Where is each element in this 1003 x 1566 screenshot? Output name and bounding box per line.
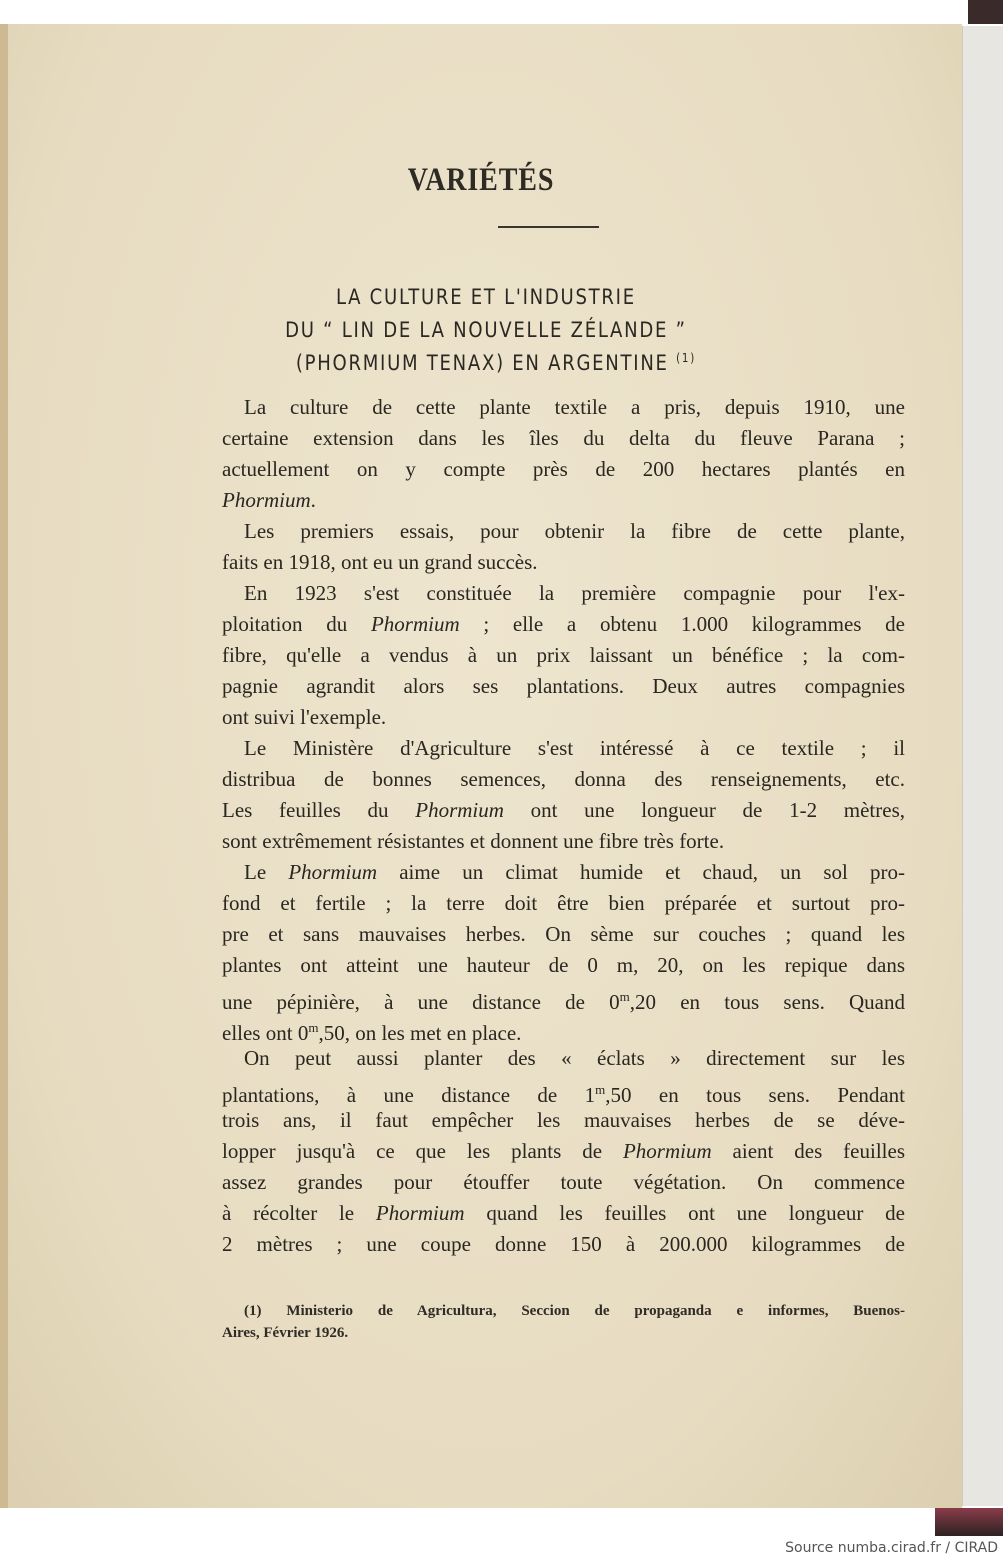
page-binding-edge bbox=[0, 24, 8, 1508]
body-line: ploitation du Phormium ; elle a obtenu 1.000 kilogrammes de bbox=[222, 612, 905, 636]
next-page-edge bbox=[962, 26, 1003, 1506]
body-line: actuellement on y compte près de 200 hectares plantés en bbox=[222, 457, 905, 481]
body-line: On peut aussi planter des « éclats » directement sur les bbox=[244, 1046, 905, 1070]
footnote bbox=[222, 1300, 905, 1344]
body-line: plantes ont atteint une hauteur de 0 m, 20, on les repique dans bbox=[222, 953, 905, 977]
section-title: VARIÉTÉS bbox=[407, 162, 555, 198]
body-line: trois ans, il faut empêcher les mauvaises herbes de se déve- bbox=[222, 1108, 905, 1132]
book-cover-corner bbox=[968, 0, 1003, 24]
footnote-ref: (1) bbox=[676, 351, 696, 365]
body-line: une pépinière, à une distance de 0$^m$,20 en tous sens. Quand bbox=[222, 989, 905, 1014]
body-line: Phormium. bbox=[222, 488, 316, 512]
body-line: Le Ministère d'Agriculture s'est intéressé à ce textile ; il bbox=[244, 736, 905, 760]
body-line: plantations, à une distance de 1$^m$,50 en tous sens. Pendant bbox=[222, 1082, 905, 1107]
body-line: pagnie agrandit alors ses plantations. Deux autres compagnies bbox=[222, 674, 905, 698]
body-line: Les premiers essais, pour obtenir la fibre de cette plante, bbox=[244, 519, 905, 543]
source-credit: Source numba.cirad.fr / CIRAD bbox=[785, 1540, 998, 1556]
article-title-line: DU “ LIN DE LA NOUVELLE ZÉLANDE ” bbox=[285, 318, 687, 342]
footnote-line: Aires, Février 1926. bbox=[222, 1325, 349, 1341]
article-title-line bbox=[10, 351, 982, 375]
body-line: sont extrêmement résistantes et donnent une fibre très forte. bbox=[222, 829, 725, 853]
body-line: ont suivi l'exemple. bbox=[222, 705, 387, 729]
body-line: fibre, qu'elle a vendus à un prix laissant un bénéfice ; la com- bbox=[222, 643, 905, 667]
article-title-line: LA CULTURE ET L'INDUSTRIE bbox=[335, 285, 636, 309]
body-line: fond et fertile ; la terre doit être bien préparée et surtout pro- bbox=[222, 891, 905, 915]
body-line: à récolter le Phormium quand les feuilles ont une longueur de bbox=[222, 1201, 905, 1225]
body-line: En 1923 s'est constituée la première compagnie pour l'ex- bbox=[244, 581, 905, 605]
article-title-text: (PHORMIUM TENAX) EN ARGENTINE bbox=[295, 351, 669, 375]
article-body bbox=[222, 392, 905, 1260]
body-line: lopper jusqu'à ce que les plants de Phormium aient des feuilles bbox=[222, 1139, 905, 1163]
body-line: distribua de bonnes semences, donna des renseignements, etc. bbox=[222, 767, 905, 791]
body-line: assez grandes pour étouffer toute végétation. On commence bbox=[222, 1170, 905, 1194]
body-line: elles ont 0$^m$,50, on les met en place. bbox=[222, 1020, 522, 1045]
footnote-line: (1) Ministerio de Agricultura, Seccion de propaganda e informes, Buenos- bbox=[244, 1303, 905, 1319]
body-line: faits en 1918, ont eu un grand succès. bbox=[222, 550, 538, 574]
title-rule bbox=[498, 226, 599, 228]
body-line: pre et sans mauvaises herbes. On sème sur couches ; quand les bbox=[222, 922, 905, 946]
body-line: certaine extension dans les îles du delta du fleuve Parana ; bbox=[222, 426, 905, 450]
body-line: Les feuilles du Phormium ont une longueur de 1-2 mètres, bbox=[222, 798, 905, 822]
body-line: La culture de cette plante textile a pris, depuis 1910, une bbox=[244, 395, 905, 419]
book-cover-corner bbox=[935, 1508, 1003, 1536]
body-line: Le Phormium aime un climat humide et chaud, un sol pro- bbox=[244, 860, 905, 884]
body-line: 2 mètres ; une coupe donne 150 à 200.000 kilogrammes de bbox=[222, 1232, 905, 1256]
